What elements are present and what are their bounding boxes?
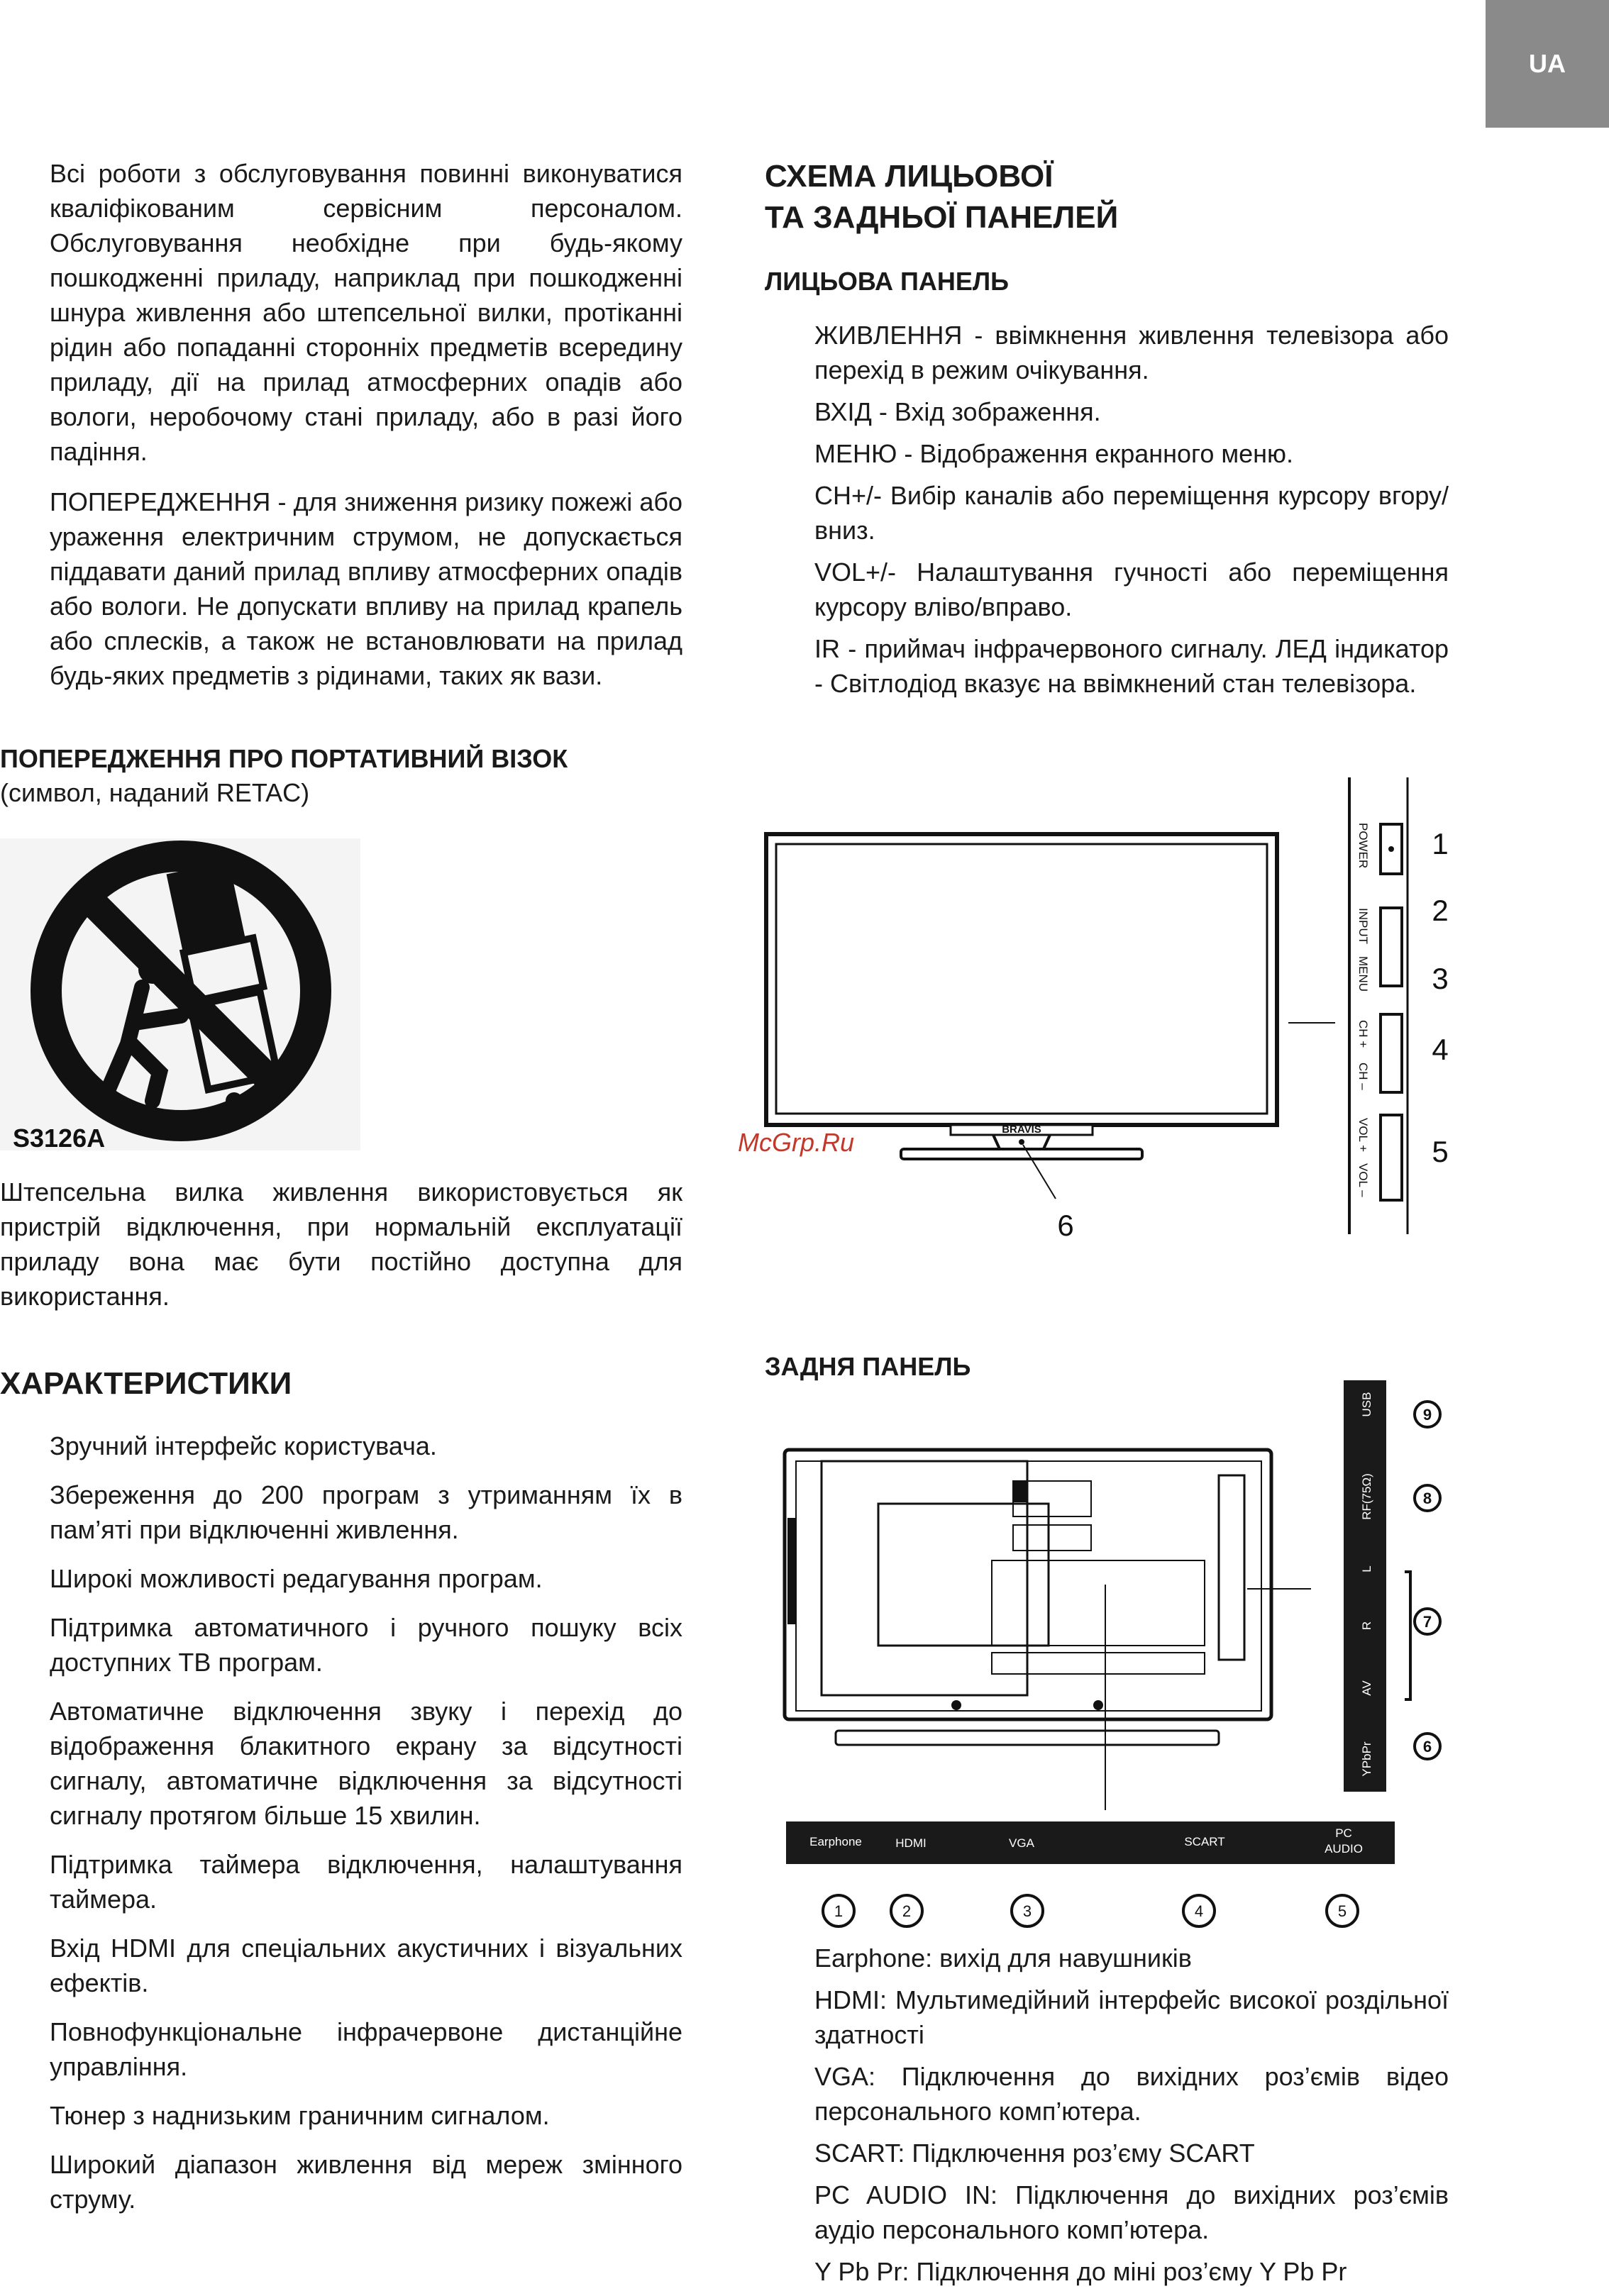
port-label: Earphone xyxy=(809,1835,862,1848)
scheme-title-line-1: СХЕМА ЛИЦЬОВОЇ xyxy=(765,159,1054,194)
callout-number: 1 xyxy=(1432,827,1449,860)
port-label: YPbPr xyxy=(1360,1741,1373,1777)
port-label: PC xyxy=(1335,1826,1352,1840)
service-paragraph: Всі роботи з обслуговування повинні виконуватися кваліфікованим сервісним персоналом. Обслуговування необхідне при будь-якому пошкодженні приладу, наприклад при пошкодженні шнура живлення або штепсельної вилки, протіканні рідин або попаданні сторонніх предметів всередину приладу, дії на прилад атмосферних опадів або вологи, неробочому стані приладу, або в разі його падіння. xyxy=(50,159,682,466)
port-label: R xyxy=(1360,1621,1373,1631)
port-label: HDMI xyxy=(895,1836,927,1850)
rear-panel-heading: ЗАДНЯ ПАНЕЛЬ xyxy=(765,1352,971,1381)
port-label: AUDIO xyxy=(1325,1842,1363,1856)
tv-brand: BRAVIS xyxy=(1002,1124,1041,1136)
list-item: Підтримка автоматичного і ручного пошуку всіх доступних ТВ програм. xyxy=(50,1613,682,1677)
cart-symbol xyxy=(0,838,369,1165)
button-label: VOL + xyxy=(1356,1118,1370,1153)
list-item: Широкий діапазон живлення від мереж змінного струму. xyxy=(50,2150,682,2214)
callout-number: 3 xyxy=(1432,962,1449,995)
button-label: CH – xyxy=(1356,1063,1370,1090)
cart-symbol-code: S3126A xyxy=(13,1124,106,1153)
callout-number: 7 xyxy=(1422,1613,1432,1631)
list-item: Y Pb Pr: Підключення до міні роз’єму Y Pb Pr xyxy=(814,2257,1347,2286)
button-label: MENU xyxy=(1356,956,1370,992)
port-label: USB xyxy=(1360,1392,1373,1417)
cart-warning-subtitle: (символ, наданий RETAC) xyxy=(0,778,310,807)
left-column xyxy=(0,156,682,2231)
callout-number: 1 xyxy=(834,1902,844,1920)
callout-number: 2 xyxy=(1432,894,1449,927)
list-item: VGA: Підключення до вихідних роз’ємів відео персонального комп’ютера. xyxy=(814,2062,1449,2126)
port-label: AV xyxy=(1360,1680,1373,1696)
list-item: Earphone: вихід для навушників xyxy=(814,1943,1192,1973)
rear-panel-list xyxy=(765,1941,1449,2296)
callout-number: 4 xyxy=(1432,1033,1449,1066)
cart-warning-icon xyxy=(0,838,369,1165)
port-label: RF(75Ω) xyxy=(1360,1473,1373,1520)
callout-number: 8 xyxy=(1422,1490,1432,1507)
front-panel-list xyxy=(765,318,1449,701)
list-item: Широкі можливості редагування програм. xyxy=(50,1564,543,1593)
list-item: Тюнер з наднизьким граничним сигналом. xyxy=(50,2101,550,2130)
callout-number: 5 xyxy=(1432,1135,1449,1168)
features-list xyxy=(0,1429,682,2217)
callout-number: 3 xyxy=(1022,1902,1032,1920)
port-label: SCART xyxy=(1184,1835,1225,1848)
callout-number: 4 xyxy=(1194,1902,1204,1920)
button-label: INPUT xyxy=(1356,908,1370,944)
port-label: L xyxy=(1360,1565,1373,1573)
front-panel-heading: ЛИЦЬОВА ПАНЕЛЬ xyxy=(765,267,1010,296)
list-item: Зручний інтерфейс користувача. xyxy=(50,1431,437,1460)
callout-number: 6 xyxy=(1422,1738,1432,1756)
button-label: CH + xyxy=(1356,1020,1370,1048)
list-item: CH+/- Вибір каналів або переміщення курсору вгору/вниз. xyxy=(814,481,1449,545)
callout-number: 5 xyxy=(1337,1902,1347,1920)
front-panel-diagram xyxy=(759,773,1469,1255)
watermark: McGrp.Ru xyxy=(738,1128,855,1157)
button-label: VOL – xyxy=(1356,1163,1370,1197)
port-label: VGA xyxy=(1009,1836,1034,1850)
callout-number: 6 xyxy=(1057,1209,1074,1242)
list-item: ВХІД - Вхід зображення. xyxy=(814,397,1101,426)
warning-paragraph: ПОПЕРЕДЖЕННЯ - для зниження ризику пожежі або ураження електричним струмом, не допускається піддавати даний прилад впливу атмосферних опадів або вологи. Не допускати впливу на прилад крапель або сплесків, а також не встановлювати на прилад будь-яких предметів з рідинами, таких як вази. xyxy=(50,487,682,690)
list-item: ЖИВЛЕННЯ - ввімкнення живлення телевізора або перехід в режим очікування. xyxy=(814,321,1449,384)
list-item: SCART: Підключення роз’єму SCART xyxy=(814,2139,1255,2168)
cart-warning-heading: ПОПЕРЕДЖЕННЯ ПРО ПОРТАТИВНИЙ ВІЗОК xyxy=(0,744,568,773)
list-item: PC AUDIO IN: Підключення до вихідних роз’ємів аудіо персонального комп’ютера. xyxy=(814,2180,1449,2244)
language-tab: UA xyxy=(1486,0,1609,128)
callout-number: 9 xyxy=(1422,1406,1432,1424)
rear-panel-diagram xyxy=(765,1376,1460,1929)
list-item: VOL+/- Налаштування гучності або переміщення курсору вліво/вправо. xyxy=(814,558,1449,621)
callout-number: 2 xyxy=(902,1902,912,1920)
button-label: POWER xyxy=(1356,823,1370,869)
plug-paragraph: Штепсельна вилка живлення використовується як пристрій відключення, при нормальній експлуатації приладу вона має бути постійно доступна для використання. xyxy=(0,1177,682,1311)
list-item: Підтримка таймера відключення, налаштування таймера. xyxy=(50,1850,682,1914)
list-item: Збереження до 200 програм з утриманням їх в пам’яті при відключенні живлення. xyxy=(50,1480,682,1544)
right-column xyxy=(765,156,1449,708)
list-item: Автоматичне відключення звуку і перехід до відображення блакитного екрану за відсутності сигналу, автоматичне відключення за відсутності сигналу протягом більше 15 хвилин. xyxy=(50,1697,682,1830)
scheme-title-line-2: ТА ЗАДНЬОЇ ПАНЕЛЕЙ xyxy=(765,200,1119,235)
list-item: Вхід HDMI для спеціальних акустичних і візуальних ефектів. xyxy=(50,1934,682,1997)
features-heading: ХАРАКТЕРИСТИКИ xyxy=(0,1366,292,1401)
list-item: МЕНЮ - Відображення екранного меню. xyxy=(814,439,1294,468)
list-item: Повнофункціональне інфрачервоне дистанційне управління. xyxy=(50,2017,682,2081)
list-item: IR - приймач інфрачервоного сигналу. ЛЕД індикатор - Світлодіод вказує на ввімкнений стан телевізора. xyxy=(814,634,1449,698)
list-item: HDMI: Мультимедійний інтерфейс високої роздільної здатності xyxy=(814,1985,1449,2049)
